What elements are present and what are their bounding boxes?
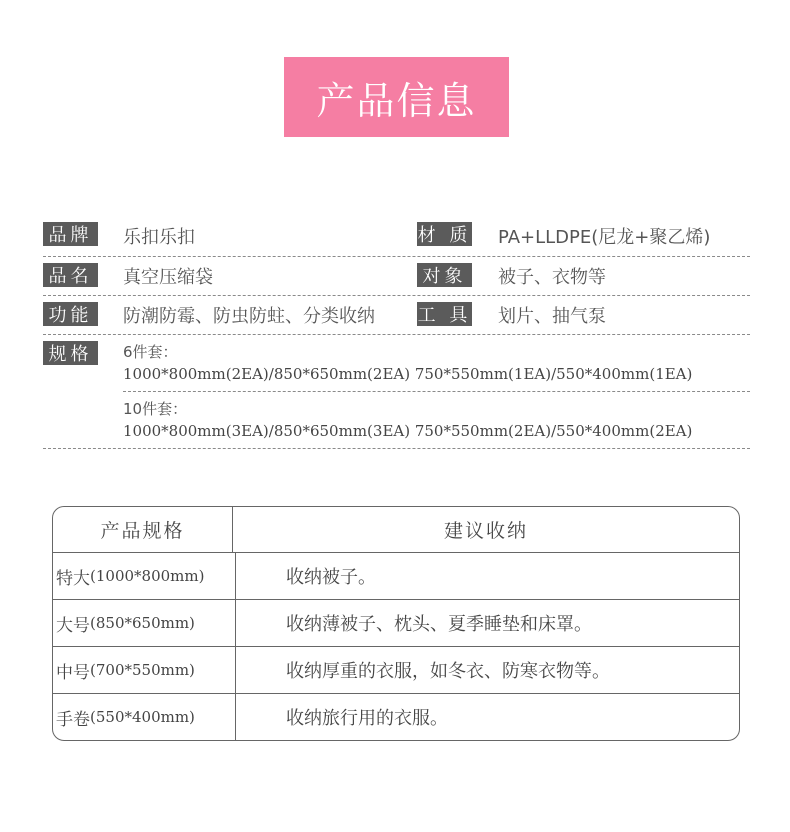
row-size-name: 大号 xyxy=(56,615,90,636)
spec-row-size xyxy=(43,335,750,449)
row-size-dims: (550*400mm) xyxy=(90,708,195,726)
name-tag: 品名 xyxy=(43,263,98,287)
row-size-cell xyxy=(53,553,236,599)
row-size-cell xyxy=(53,647,236,693)
row-size-dims: (700*550mm) xyxy=(90,661,195,679)
spec-row-1 xyxy=(43,218,750,257)
size-set-10 xyxy=(123,391,750,448)
size-tag: 规格 xyxy=(43,341,98,365)
row-use: 收纳薄被子、枕头、夏季睡垫和床罩。 xyxy=(286,614,592,635)
brand-tag: 品牌 xyxy=(43,222,98,246)
target-tag: 对象 xyxy=(417,263,472,287)
tools-tag: 工 具 xyxy=(417,302,472,326)
size-recommendation-table xyxy=(52,506,740,741)
spec-list xyxy=(43,218,750,449)
row-size-dims: (850*650mm) xyxy=(90,614,195,632)
row-use: 收纳被子。 xyxy=(286,567,376,588)
table-row xyxy=(53,599,739,646)
row-size-dims: (1000*800mm) xyxy=(90,567,205,585)
row-size-name: 手卷 xyxy=(56,709,90,730)
row-use: 收纳厚重的衣服，如冬衣、防寒衣物等。 xyxy=(286,661,610,682)
table-row xyxy=(53,693,739,740)
target-value: 被子、衣物等 xyxy=(498,267,606,288)
size-sets xyxy=(43,335,750,448)
size-set-name: 10件套： xyxy=(123,400,188,418)
size-set-6 xyxy=(123,335,750,391)
table-row xyxy=(53,552,739,599)
spec-row-3 xyxy=(43,296,750,335)
size-set-name: 6件套： xyxy=(123,343,178,361)
row-size-cell xyxy=(53,694,236,740)
function-value: 防潮防霉、防虫防蛀、分类收纳 xyxy=(123,306,375,327)
name-value: 真空压缩袋 xyxy=(123,267,213,288)
size-set-dims: 1000*800mm(3EA)/850*650mm(3EA) 750*550mm(2EA)/550*400mm(2EA) xyxy=(123,422,693,440)
header-suggestion: 建议收纳 xyxy=(443,520,528,542)
size-set-dims: 1000*800mm(2EA)/850*650mm(2EA) 750*550mm(1EA)/550*400mm(1EA) xyxy=(123,365,693,383)
function-tag: 功能 xyxy=(43,302,98,326)
section-title-banner: 产品信息 xyxy=(284,57,509,137)
table-header-row xyxy=(53,507,739,552)
row-size-cell xyxy=(53,600,236,646)
row-size-name: 中号 xyxy=(56,662,90,683)
brand-value: 乐扣乐扣 xyxy=(123,227,195,248)
material-tag: 材 质 xyxy=(417,222,472,246)
tools-value: 划片、抽气泵 xyxy=(498,306,606,327)
row-size-name: 特大 xyxy=(56,568,90,589)
spec-row-2 xyxy=(43,257,750,296)
material-value: PA+LLDPE(尼龙+聚乙烯) xyxy=(498,227,711,248)
table-row xyxy=(53,646,739,693)
row-use: 收纳旅行用的衣服。 xyxy=(286,708,448,729)
header-spec: 产品规格 xyxy=(53,507,233,552)
